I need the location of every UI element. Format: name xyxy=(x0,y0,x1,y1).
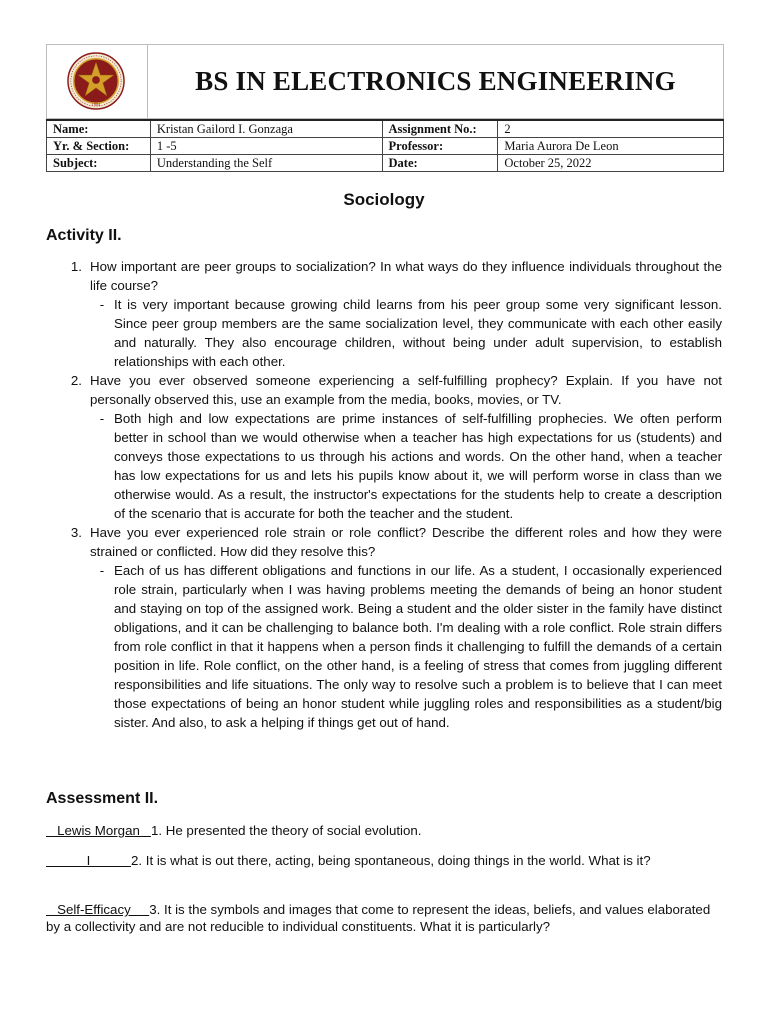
info-row xyxy=(47,138,724,155)
answer-blank: I xyxy=(46,853,131,868)
assessment-text: 3. It is the symbols and images that come to represent the ideas, beliefs, and values elaborated by a collectivity and are not reducible to individual constituents. What it is particularly? xyxy=(46,902,711,934)
question-text: Have you ever observed someone experiencing a self-fulfilling prophecy? Explain. If you have not personally observed this, use an example from the media, books, movies, or TV. xyxy=(90,373,722,407)
assessment-item xyxy=(46,852,722,869)
document-title: Sociology xyxy=(343,190,425,209)
answer-text: It is very important because growing child learns from his peer group some very significant lesson. Since peer group members are the same socialization level, they communicate with each other easily and naturally. They also encourage children, without being under adult supervision, to establish relationships with each other. xyxy=(114,297,722,369)
question-item xyxy=(46,371,722,409)
question-number: 2. xyxy=(70,373,82,388)
seal-year: 1904 xyxy=(91,102,101,108)
answer-bullet: - xyxy=(99,563,105,578)
answer-item xyxy=(90,295,722,371)
assessment-text: 2. It is what is out there, acting, being spontaneous, doing things in the world. What is it? xyxy=(130,853,651,868)
info-row xyxy=(47,155,724,172)
section-value: 1 -5 xyxy=(150,138,382,155)
question-number: 3. xyxy=(70,525,82,540)
professor-label: Professor: xyxy=(382,138,498,155)
subject-value: Understanding the Self xyxy=(150,155,382,172)
answer-bullet: - xyxy=(99,411,105,426)
date-label: Date: xyxy=(382,155,498,172)
name-value: Kristan Gailord I. Gonzaga xyxy=(150,120,382,138)
seal-cell xyxy=(47,45,148,118)
question-text: Have you ever experienced role strain or role conflict? Describe the different roles and how they were strained or conflicted. How did they resolve this? xyxy=(90,525,722,559)
question-item xyxy=(46,523,722,561)
assignment-label: Assignment No.: xyxy=(382,120,498,138)
assessment-item xyxy=(46,822,722,839)
professor-value: Maria Aurora De Leon xyxy=(498,138,724,155)
university-seal-icon xyxy=(67,52,125,110)
answer-blank: Lewis Morgan xyxy=(46,823,151,838)
header-title: BS IN ELECTRONICS ENGINEERING xyxy=(195,66,676,96)
answer-item xyxy=(90,561,722,732)
answer-bullet: - xyxy=(99,297,105,312)
info-table xyxy=(46,119,724,172)
date-value: October 25, 2022 xyxy=(498,155,724,172)
question-number: 1. xyxy=(70,259,82,274)
question-item xyxy=(46,257,722,295)
assessment-item xyxy=(46,901,722,935)
info-row xyxy=(47,120,724,138)
activity-heading: Activity II. xyxy=(46,227,122,244)
question-text: How important are peer groups to socialization? In what ways do they influence individuals throughout the life course? xyxy=(90,259,722,293)
assessment-text: 1. He presented the theory of social evolution. xyxy=(150,823,422,838)
subject-label: Subject: xyxy=(47,155,151,172)
answer-text: Both high and low expectations are prime instances of self-fulfilling prophecies. We often perform better in school than we would otherwise when a teacher has high expectations for us (students) and conveys those expectations to us through his actions and words. On the other hand, when a teacher has low expectations for us and lets his pupils know about it, we will perform worse in class than we otherwise would. As a result, the instructor's expectations for the students help to create a description of the scenario that is accurate for both the teacher and the student. xyxy=(114,411,722,521)
answer-blank: Self-Efficacy xyxy=(46,902,150,917)
assessment-heading: Assessment II. xyxy=(46,790,159,807)
answer-text: Each of us has different obligations and functions in our life. As a student, I occasionally experienced role strain, particularly when I was having problems meeting the demands of being an honor student and staying on top of the assigned work. Being a student and the older sister in the family have distinct obligations, and it can be challenging to balance both. I'm dealing with a role conflict. Role strain differs from role conflict in that it happens when a person finds it challenging to fulfill the demands of a certain position in life. Role conflict, on the other hand, is a feeling of stress that comes from juggling different responsibilities and life situations. The only way to resolve such a problem is to believe that I can meet those expectations of being an honor student while juggling roles and responsibilities as a student/big sister. And also, to ask a helping if things get out of hand. xyxy=(114,563,722,730)
activity-list xyxy=(46,257,722,732)
header-box xyxy=(46,44,724,119)
section-label: Yr. & Section: xyxy=(47,138,151,155)
answer-item xyxy=(90,409,722,523)
name-label: Name: xyxy=(47,120,151,138)
assignment-value: 2 xyxy=(498,120,724,138)
